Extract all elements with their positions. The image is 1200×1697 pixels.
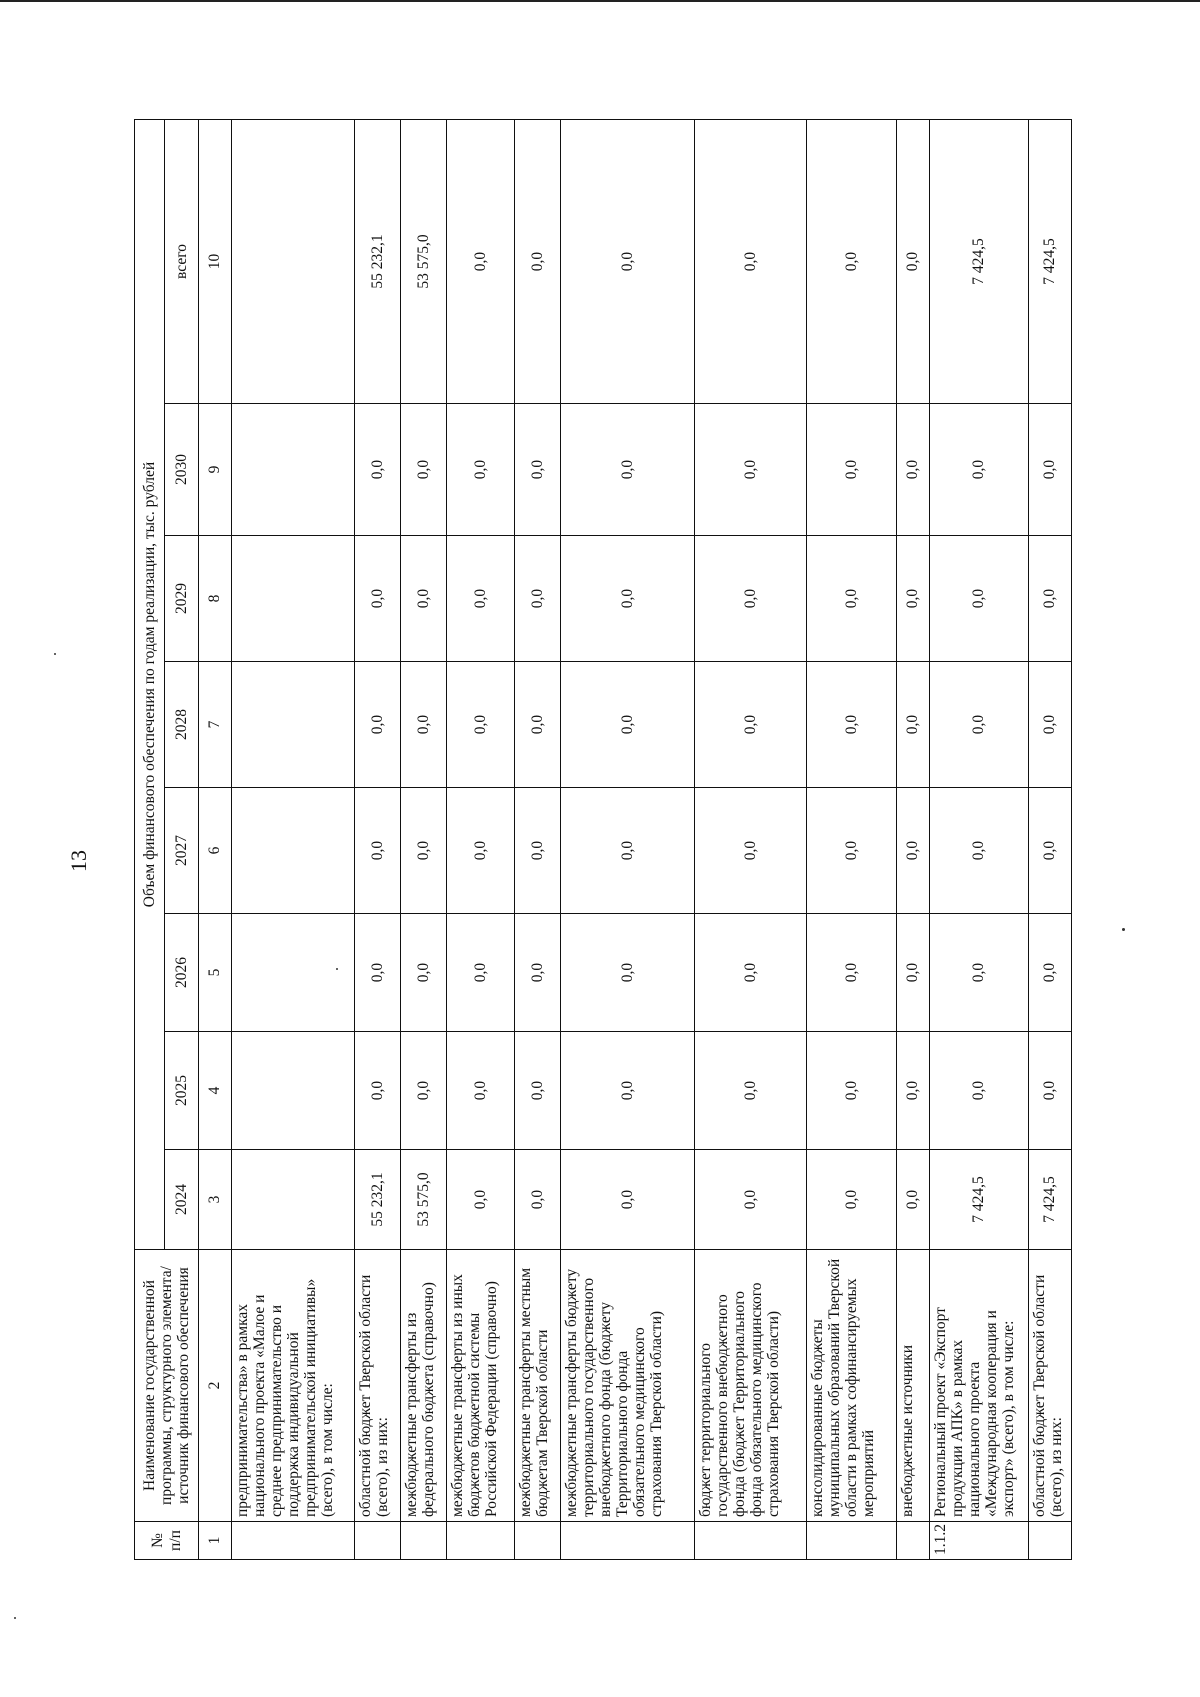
row-value: 0,0: [929, 788, 1028, 914]
financing-table: [134, 119, 1072, 1560]
row-value: 0,0: [897, 536, 930, 662]
header-year: 2026: [165, 914, 199, 1032]
page-number: 13: [66, 850, 91, 872]
row-number: [695, 1522, 807, 1560]
row-value: 0,0: [400, 404, 446, 536]
row-value: 0,0: [447, 404, 515, 536]
row-value: 0,0: [695, 662, 807, 788]
row-name: областной бюджет Тверской области (всего), из них:: [1029, 1250, 1072, 1522]
rotated-table-container: [134, 120, 1072, 1560]
row-value: 0,0: [515, 662, 561, 788]
row-value: 0,0: [447, 536, 515, 662]
row-value: 0,0: [807, 1150, 897, 1250]
row-value: 0,0: [354, 536, 400, 662]
row-number: [897, 1522, 930, 1560]
row-name: областной бюджет Тверской области (всего), из них:: [354, 1250, 400, 1522]
row-value: 0,0: [929, 1032, 1028, 1150]
row-value: [231, 1150, 354, 1250]
row-value: 0,0: [929, 536, 1028, 662]
row-value: 0,0: [400, 662, 446, 788]
row-value: [231, 536, 354, 662]
row-value: [231, 788, 354, 914]
row-name: Региональный проект «Экспорт продукции АПК» в рамках национального проекта «Международная кооперация и экспорт» (всего), в том числе:: [929, 1250, 1028, 1522]
row-value: 0,0: [561, 120, 695, 404]
row-value: 0,0: [447, 1150, 515, 1250]
row-value: 0,0: [929, 404, 1028, 536]
column-index: 7: [199, 662, 232, 788]
table-row: [695, 120, 807, 1560]
header-year: всего: [165, 120, 199, 404]
row-value: 0,0: [695, 536, 807, 662]
row-value: 0,0: [515, 536, 561, 662]
row-value: 0,0: [897, 788, 930, 914]
row-name: внебюджетные источники: [897, 1250, 930, 1522]
row-value: 0,0: [695, 1032, 807, 1150]
row-value: 0,0: [1029, 536, 1072, 662]
row-value: 0,0: [561, 914, 695, 1032]
row-name: предпринимательства» в рамках национального проекта «Малое и среднее предпринимательство и поддержка индивидуальной предпринимательской инициативы» (всего), в том числе:: [231, 1250, 354, 1522]
row-number: 1.1.2: [929, 1522, 1028, 1560]
row-value: 0,0: [354, 662, 400, 788]
row-value: 0,0: [1029, 662, 1072, 788]
row-number: [515, 1522, 561, 1560]
column-index: 9: [199, 404, 232, 536]
row-value: 0,0: [400, 788, 446, 914]
row-value: 0,0: [447, 788, 515, 914]
row-value: 0,0: [354, 788, 400, 914]
row-value: 0,0: [515, 788, 561, 914]
row-value: 0,0: [807, 120, 897, 404]
row-value: 0,0: [354, 1032, 400, 1150]
row-value: 0,0: [807, 914, 897, 1032]
row-value: 0,0: [1029, 914, 1072, 1032]
row-value: 0,0: [447, 662, 515, 788]
row-name: межбюджетные трансферты местным бюджетам Тверской области: [515, 1250, 561, 1522]
row-value: 55 232,1: [354, 120, 400, 404]
row-value: 7 424,5: [1029, 1150, 1072, 1250]
row-value: 0,0: [929, 662, 1028, 788]
header-year: 2027: [165, 788, 199, 914]
column-index: 1: [199, 1522, 232, 1560]
row-value: 0,0: [561, 404, 695, 536]
row-value: 0,0: [447, 120, 515, 404]
row-value: 0,0: [400, 914, 446, 1032]
row-value: 53 575,0: [400, 1150, 446, 1250]
row-value: 0,0: [897, 404, 930, 536]
row-value: 55 232,1: [354, 1150, 400, 1250]
row-value: 0,0: [354, 404, 400, 536]
row-value: 53 575,0: [400, 120, 446, 404]
header-year: 2024: [165, 1150, 199, 1250]
row-value: 0,0: [695, 914, 807, 1032]
row-value: 0,0: [897, 1150, 930, 1250]
header-year: 2030: [165, 404, 199, 536]
row-value: 0,0: [561, 788, 695, 914]
row-value: 0,0: [561, 1032, 695, 1150]
row-number: [354, 1522, 400, 1560]
table-row: [561, 120, 695, 1560]
row-value: 0,0: [897, 120, 930, 404]
row-value: 0,0: [400, 1032, 446, 1150]
row-value: 0,0: [561, 536, 695, 662]
row-value: 0,0: [515, 1032, 561, 1150]
table-row: [897, 120, 930, 1560]
table-row: [231, 120, 354, 1560]
header-year: 2029: [165, 536, 199, 662]
row-name: консолидированные бюджеты муниципальных образований Тверской области в рамках софинансируемых мероприятий: [807, 1250, 897, 1522]
table-row: [400, 120, 446, 1560]
column-index: 8: [199, 536, 232, 662]
row-value: 0,0: [897, 1032, 930, 1150]
row-value: 7 424,5: [929, 120, 1028, 404]
row-value: [231, 120, 354, 404]
row-value: 0,0: [695, 788, 807, 914]
row-value: 0,0: [807, 536, 897, 662]
row-value: 0,0: [1029, 404, 1072, 536]
column-index: 3: [199, 1150, 232, 1250]
row-value: 0,0: [515, 120, 561, 404]
column-index: 6: [199, 788, 232, 914]
table-row: [515, 120, 561, 1560]
row-value: 0,0: [929, 914, 1028, 1032]
row-value: 0,0: [1029, 1032, 1072, 1150]
row-value: 0,0: [561, 662, 695, 788]
row-value: 7 424,5: [929, 1150, 1028, 1250]
row-value: 0,0: [695, 1150, 807, 1250]
row-value: 0,0: [1029, 788, 1072, 914]
header-year: 2025: [165, 1032, 199, 1150]
row-value: [231, 914, 354, 1032]
column-index: 10: [199, 120, 232, 404]
row-value: 0,0: [515, 404, 561, 536]
row-number: [561, 1522, 695, 1560]
row-value: 0,0: [807, 404, 897, 536]
row-number: [231, 1522, 354, 1560]
table-body: [199, 120, 1072, 1560]
row-value: 0,0: [807, 662, 897, 788]
header-num: № п/п: [135, 1522, 199, 1560]
header-year: 2028: [165, 662, 199, 788]
row-number: [400, 1522, 446, 1560]
table-row: [807, 120, 897, 1560]
row-value: 0,0: [447, 1032, 515, 1150]
row-value: 0,0: [897, 914, 930, 1032]
row-value: [231, 662, 354, 788]
row-value: 0,0: [400, 536, 446, 662]
row-value: [231, 1032, 354, 1150]
top-edge-line: [0, 0, 1200, 2]
scan-speck: [14, 1617, 16, 1619]
row-value: 0,0: [354, 914, 400, 1032]
row-value: 0,0: [897, 662, 930, 788]
row-value: 0,0: [447, 914, 515, 1032]
row-value: 0,0: [807, 788, 897, 914]
scan-speck: [1122, 928, 1125, 931]
table-row: [354, 120, 400, 1560]
column-index: 5: [199, 914, 232, 1032]
row-name: межбюджетные трансферты бюджету территориального государственного внебюджетного фонда (бюджету Территориального фонда обязательного медицинского страхования Тверской области): [561, 1250, 695, 1522]
row-value: 0,0: [515, 1150, 561, 1250]
row-value: 0,0: [807, 1032, 897, 1150]
row-value: 7 424,5: [1029, 120, 1072, 404]
row-value: [231, 404, 354, 536]
row-number: [807, 1522, 897, 1560]
row-value: 0,0: [695, 120, 807, 404]
row-name: межбюджетные трансферты из федерального бюджета (справочно): [400, 1250, 446, 1522]
scan-speck: [54, 653, 56, 655]
row-number: [447, 1522, 515, 1560]
table-row: [929, 120, 1028, 1560]
table-row: [1029, 120, 1072, 1560]
row-name: межбюджетные трансферты из иных бюджетов бюджетной системы Российской Федерации (справочно): [447, 1250, 515, 1522]
table-row: [447, 120, 515, 1560]
row-value: 0,0: [695, 404, 807, 536]
column-index: 4: [199, 1032, 232, 1150]
row-name: бюджет территориального государственного внебюджетного фонда (бюджет Территориального фонда обязательного медицинского страхования Тверской области): [695, 1250, 807, 1522]
header-name: Наименование государственной программы, структурного элемента/источник финансового обеспечения: [135, 1250, 199, 1522]
header-volume: Объем финансового обеспечения по годам реализации, тыс. рублей: [135, 120, 165, 1250]
row-value: 0,0: [561, 1150, 695, 1250]
row-number: [1029, 1522, 1072, 1560]
column-index: 2: [199, 1250, 232, 1522]
column-index-row: [199, 120, 232, 1560]
row-value: 0,0: [515, 914, 561, 1032]
scan-speck: [336, 968, 338, 970]
